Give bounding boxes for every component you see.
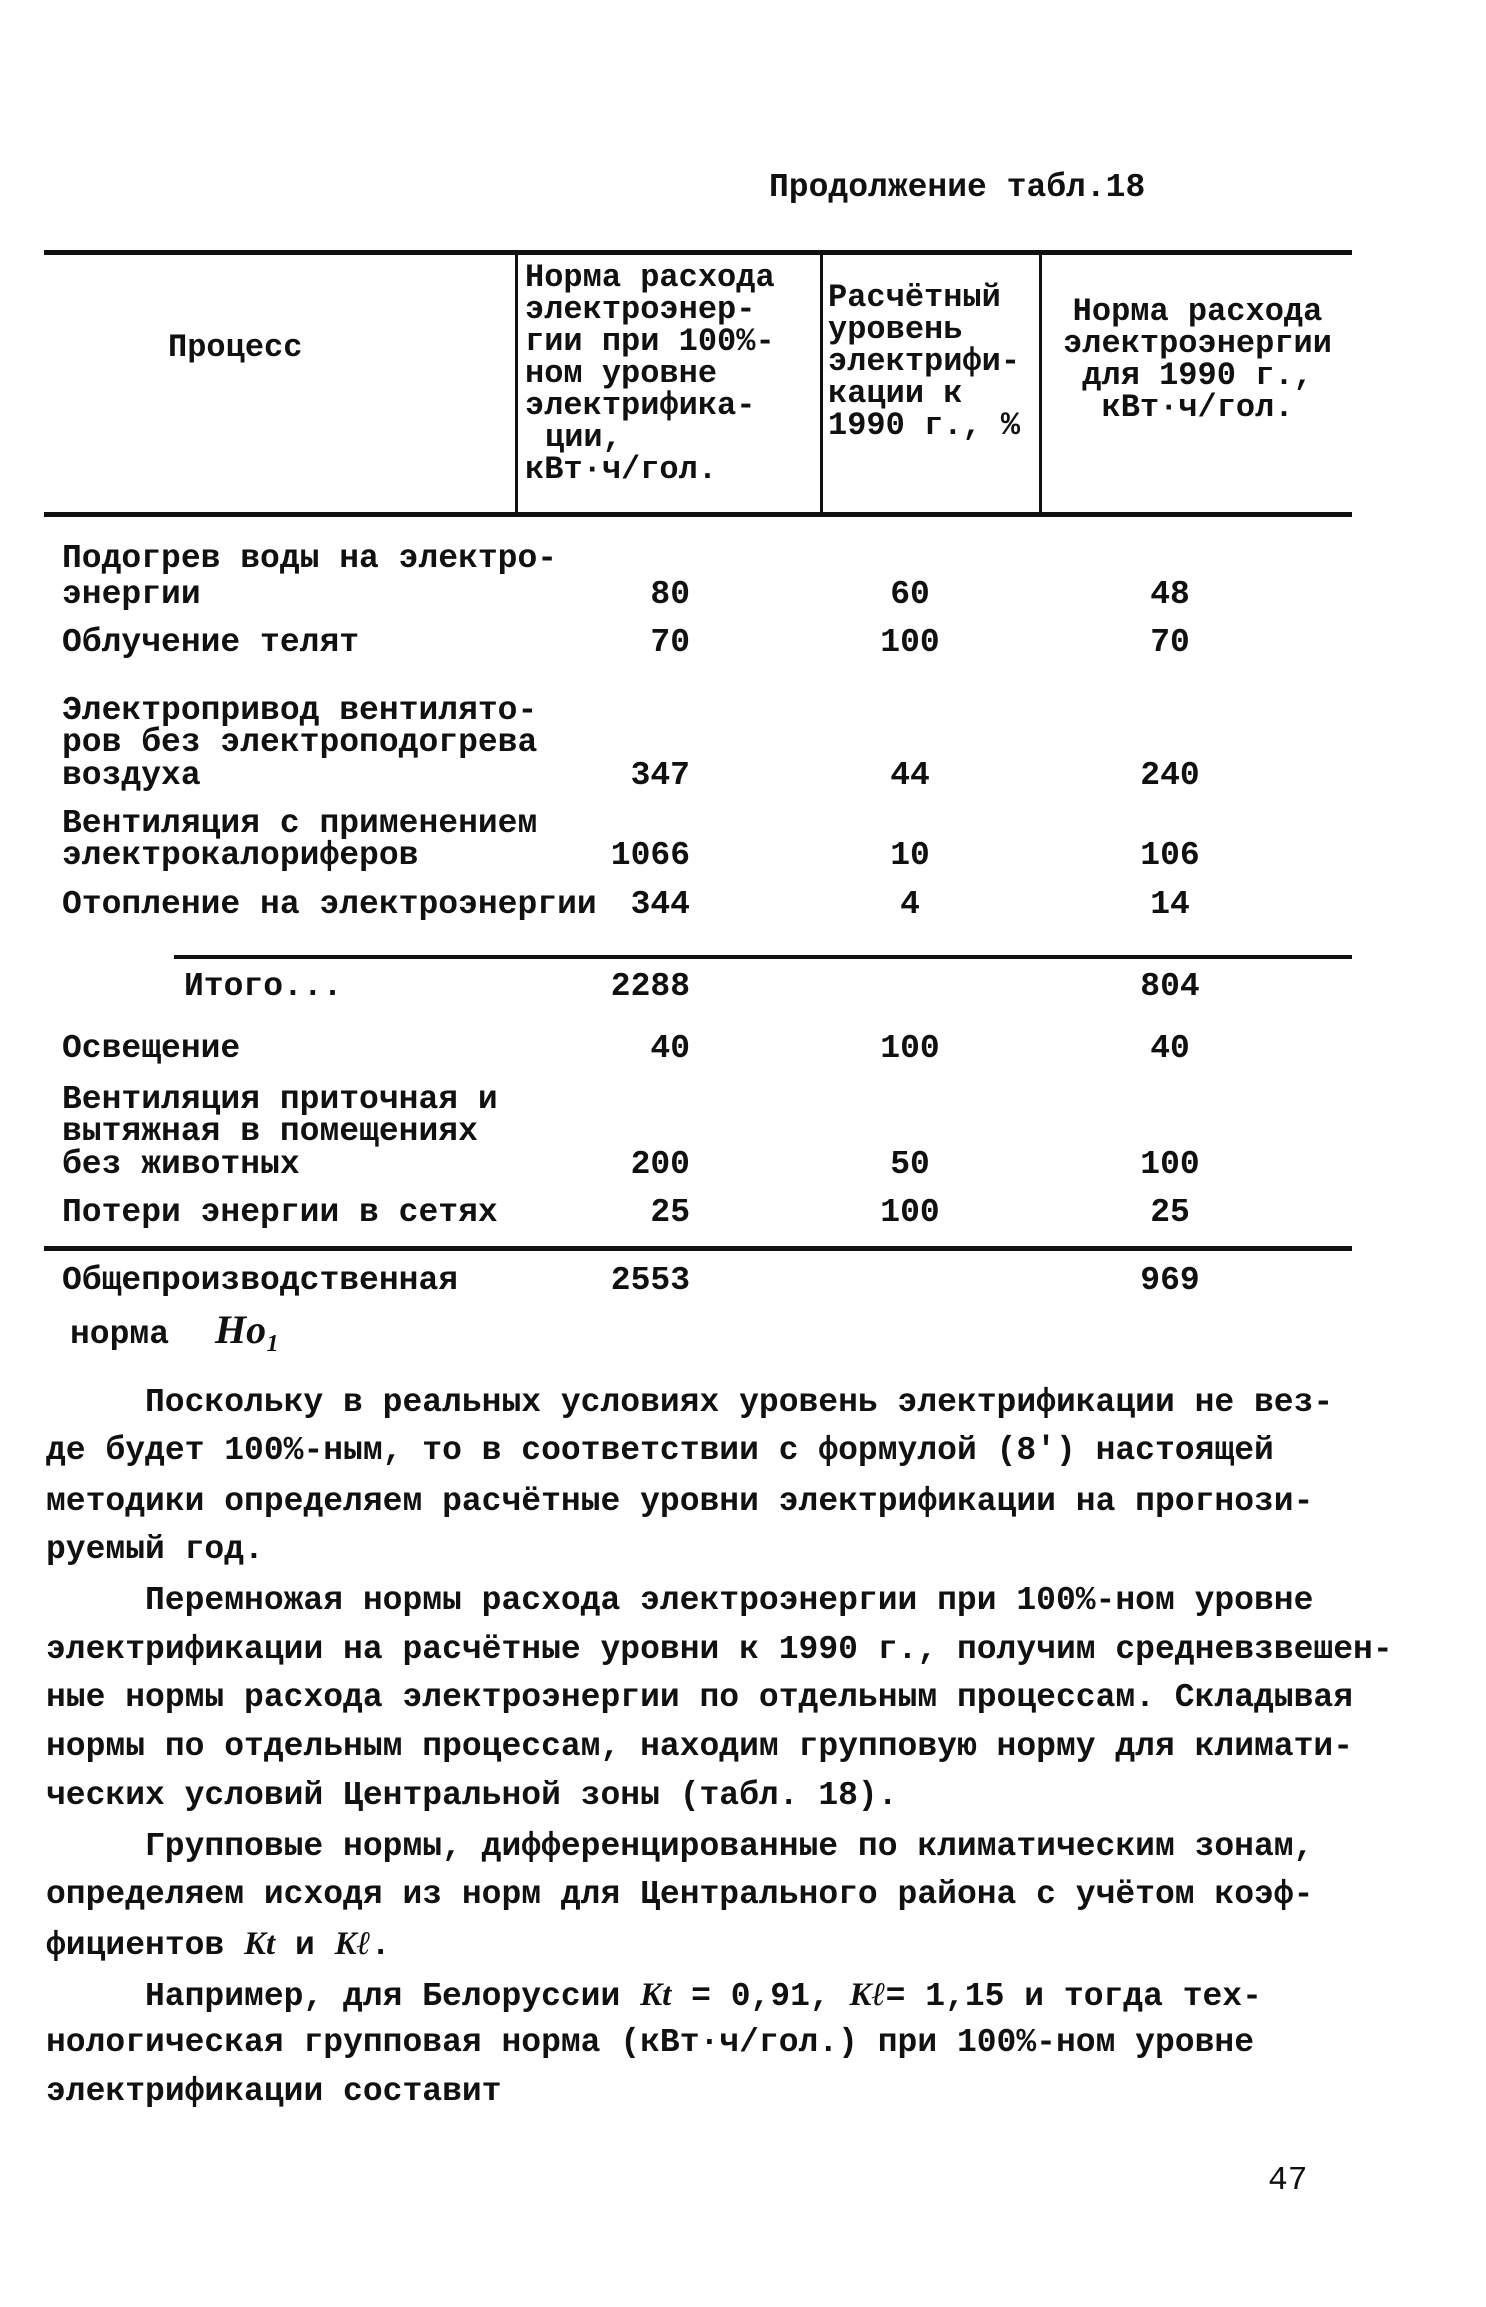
level-cell: 100: [880, 624, 940, 661]
norm1990-cell: 804: [1140, 968, 1200, 1005]
column-divider: [1039, 252, 1042, 514]
header-line: 1990 г., %: [828, 407, 1021, 444]
symbol-kl: Kℓ: [849, 1977, 886, 2013]
process-label: Отопление на электроэнергии: [62, 886, 597, 923]
level-cell: 4: [900, 886, 920, 923]
text-line: нологическая групповая норма (кВт·ч/гол.) при 100%-ном уровне: [46, 2024, 1254, 2061]
level-cell: 10: [890, 837, 930, 874]
process-label: энергии: [62, 576, 201, 613]
norm1990-cell: 969: [1140, 1262, 1200, 1299]
process-label: Вентиляция с применением: [62, 805, 538, 842]
header-line: электроэнергии: [1063, 325, 1332, 362]
table-header-rule: [44, 512, 1352, 517]
header-line: Расчётный: [828, 279, 1001, 316]
process-label: Подогрев воды на электро-: [62, 540, 558, 577]
text-line: ческих условий Центральной зоны (табл. 18).: [46, 1777, 898, 1814]
norm1990-cell: 14: [1150, 886, 1190, 923]
text-fragment: = 0,91,: [691, 1978, 830, 2015]
header-line: ном уровне: [525, 355, 718, 392]
text-fragment: Например, для Белоруссии: [145, 1978, 621, 2015]
process-label: Потери энергии в сетях: [62, 1194, 498, 1231]
symbol-kt: Kt: [640, 1977, 672, 2013]
norm100-cell: 2288: [610, 968, 690, 1005]
text-line: [46, 1924, 391, 1966]
level-cell: 100: [880, 1030, 940, 1067]
text-line: де будет 100%-ным, то в соответствии с формулой (8') настоящей: [46, 1432, 1274, 1469]
level-cell: 50: [890, 1146, 930, 1183]
process-label: электрокалориферов: [62, 837, 419, 874]
norm1990-cell: 240: [1140, 757, 1200, 794]
subtotal-rule: [174, 955, 1352, 959]
header-line: Норма расхода: [525, 259, 775, 296]
text-line: электрификации на расчётные уровни к 1990 г., получим средневзвешен-: [46, 1631, 1393, 1668]
text-fragment: .: [370, 1927, 391, 1964]
text-line: Поскольку в реальных условиях уровень электрификации не вез-: [145, 1384, 1334, 1421]
symbol-kl: Kℓ: [334, 1926, 371, 1962]
level-cell: 100: [880, 1194, 940, 1231]
norm100-cell: 40: [650, 1030, 690, 1067]
norm100-cell: 200: [630, 1146, 690, 1183]
header-line: электрифика-: [525, 387, 756, 424]
process-label: воздуха: [62, 757, 201, 794]
norm100-cell: 1066: [610, 837, 690, 874]
norm-symbol: Hо₁: [215, 1307, 281, 1352]
total-rule: [44, 1246, 1352, 1251]
page-number: 47: [1268, 2162, 1308, 2199]
process-label: Освещение: [62, 1030, 241, 1067]
text-line: ные нормы расхода электроэнергии по отдельным процессам. Складывая: [46, 1679, 1354, 1716]
norm1990-cell: 40: [1150, 1030, 1190, 1067]
header-line: кВт·ч/гол.: [525, 451, 718, 488]
norm100-cell: 347: [630, 757, 690, 794]
process-label: вытяжная в помещениях: [62, 1113, 478, 1150]
header-line: кВт·ч/гол.: [1101, 389, 1294, 426]
norm1990-cell: 25: [1150, 1194, 1190, 1231]
table-top-rule: [44, 250, 1352, 255]
header-line: электроэнер-: [525, 291, 756, 328]
norm100-cell: 2553: [610, 1262, 690, 1299]
header-line: уровень: [828, 311, 963, 348]
text-line: руемый год.: [46, 1531, 264, 1568]
text-line: [145, 1975, 1262, 2017]
process-label: ров без электроподогрева: [62, 724, 538, 761]
norm100-cell: 70: [650, 624, 690, 661]
header-line: для 1990 г.,: [1082, 357, 1313, 394]
text-line: Перемножая нормы расхода электроэнергии при 100%-ном уровне: [145, 1582, 1314, 1619]
norm1990-cell: 100: [1140, 1146, 1200, 1183]
header-line: кации к: [828, 375, 963, 412]
process-label: без животных: [62, 1146, 300, 1183]
level-cell: 60: [890, 576, 930, 613]
header-line: гии при 100%-: [525, 323, 775, 360]
text-line: методики определяем расчётные уровни электрификации на прогнози-: [46, 1483, 1314, 1520]
text-fragment: и: [295, 1927, 315, 1964]
header-line: электрифи-: [828, 343, 1021, 380]
norm1990-cell: 48: [1150, 576, 1190, 613]
header-line: ции,: [545, 419, 622, 456]
subtotal-label: Итого...: [184, 968, 343, 1005]
level-cell: 44: [890, 757, 930, 794]
norm1990-cell: 70: [1150, 624, 1190, 661]
norm100-cell: 25: [650, 1194, 690, 1231]
column-header-process: Процесс: [168, 329, 303, 366]
norm100-cell: 80: [650, 576, 690, 613]
table-continuation-caption: Продолжение табл.18: [769, 169, 1146, 206]
text-fragment: = 1,15 и тогда тех-: [885, 1978, 1262, 2015]
text-line: электрификации составит: [46, 2073, 502, 2110]
header-line: Норма расхода: [1072, 293, 1323, 330]
process-label: Вентиляция приточная и: [62, 1081, 498, 1118]
text-line: определяем исходя из норм для Центрального района с учётом коэф-: [46, 1876, 1314, 1913]
norm1990-cell: 106: [1140, 837, 1200, 874]
process-label: Облучение телят: [62, 624, 360, 661]
norm100-cell: 344: [630, 886, 690, 923]
process-label: Электропривод вентилято-: [62, 692, 538, 729]
symbol-kt: Kt: [244, 1926, 276, 1962]
column-divider: [515, 252, 518, 514]
column-divider: [820, 252, 823, 514]
total-label: Общепроизводственная: [62, 1262, 459, 1299]
total-label: норма: [70, 1316, 170, 1353]
text-line: Групповые нормы, дифференцированные по климатическим зонам,: [145, 1828, 1314, 1865]
text-line: нормы по отдельным процессам, находим групповую норму для климати-: [46, 1728, 1354, 1765]
text-fragment: фициентов: [46, 1927, 225, 1964]
